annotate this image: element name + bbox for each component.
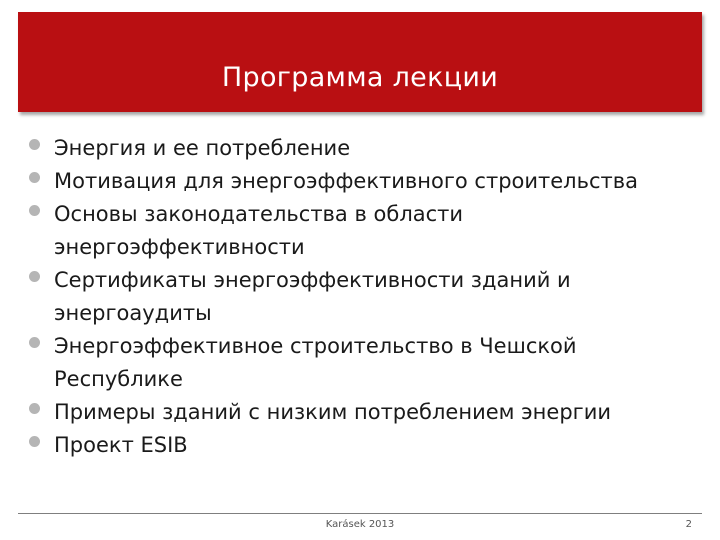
page-number: 2	[685, 519, 692, 530]
bullet-item	[29, 330, 654, 396]
bullet-item	[29, 429, 689, 462]
bullet-item	[29, 165, 689, 198]
bullet-item	[29, 396, 689, 429]
title-band	[18, 12, 702, 112]
bullet-text: Мотивация для энергоэффективного строительства	[54, 169, 638, 193]
bullet-dot-icon	[29, 172, 40, 183]
bullet-dot-icon	[29, 337, 40, 348]
bullet-text: Основы законодательства в области энергоэффективности	[54, 202, 464, 259]
footer-author: Karásek 2013	[325, 519, 395, 530]
bullet-text: Сертификаты энергоэффективности зданий и энергоаудиты	[54, 268, 571, 325]
bullet-dot-icon	[29, 139, 40, 150]
bullet-dot-icon	[29, 271, 40, 282]
bullet-text: Примеры зданий с низким потреблением энергии	[54, 400, 611, 424]
footer-divider	[18, 513, 702, 514]
bullet-text: Энергоэффективное строительство в Чешской Республике	[54, 334, 577, 391]
bullet-list	[29, 132, 689, 462]
bullet-item	[29, 198, 524, 264]
bullet-text: Энергия и ее потребление	[54, 136, 351, 160]
bullet-item	[29, 132, 689, 165]
slide-title: Программа лекции	[221, 62, 499, 93]
bullet-dot-icon	[29, 403, 40, 414]
bullet-item	[29, 264, 654, 330]
bullet-dot-icon	[29, 205, 40, 216]
bullet-dot-icon	[29, 436, 40, 447]
bullet-text: Проект ESIB	[54, 433, 188, 457]
